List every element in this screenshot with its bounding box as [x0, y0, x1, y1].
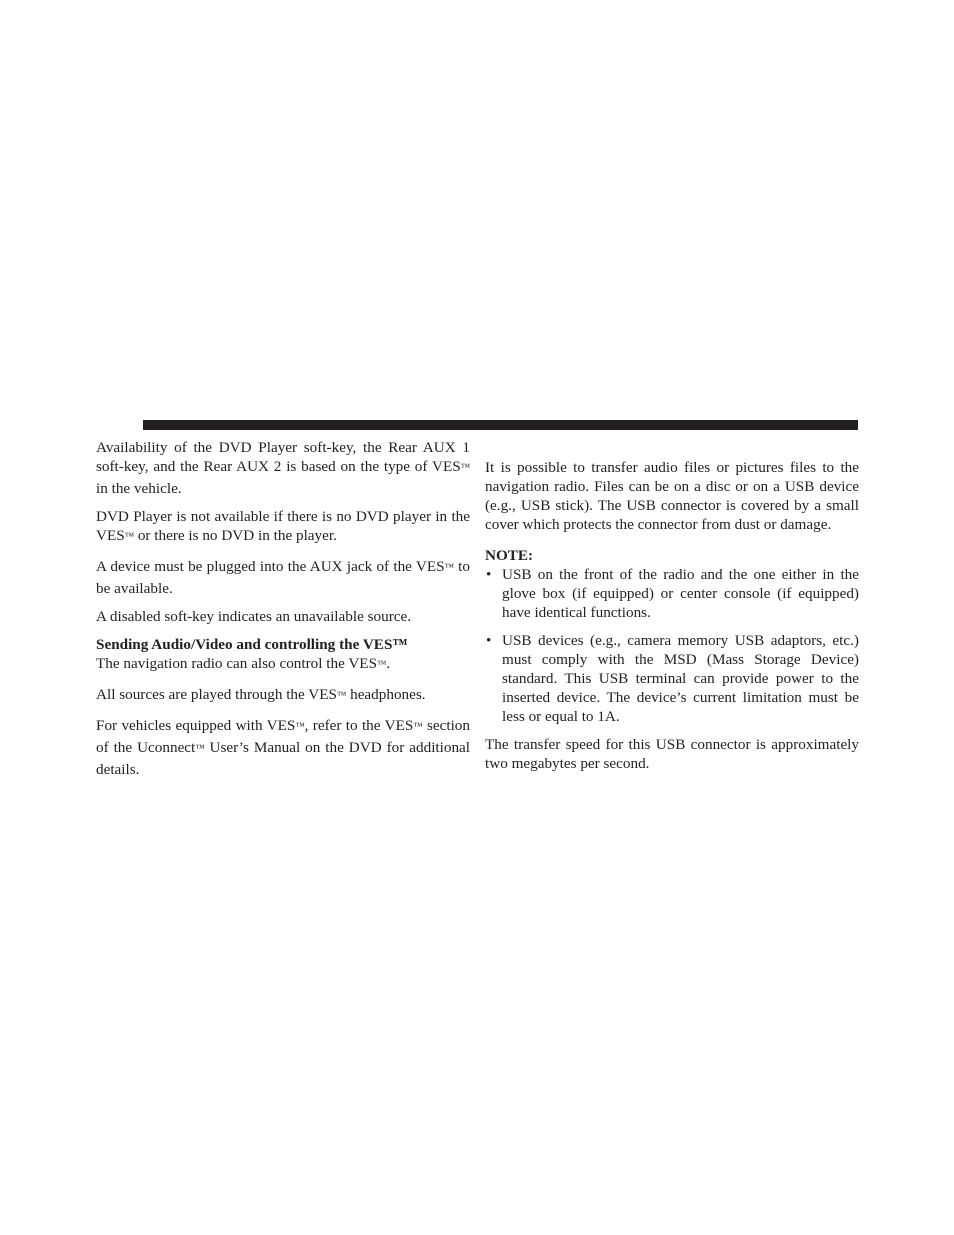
dvd-player-text-end: or there is no DVD in the player.: [134, 527, 337, 544]
availability-paragraph: [96, 438, 470, 498]
headphones-text: All sources are played through the VES: [96, 686, 337, 703]
trademark-symbol: ™: [295, 722, 305, 732]
manual-reference-text-b: , refer to the VES: [304, 717, 414, 734]
bullet-icon: •: [486, 566, 492, 583]
trademark-symbol: ™: [195, 744, 205, 754]
right-column: [485, 458, 859, 782]
availability-text-end: in the vehicle.: [96, 480, 182, 497]
headphones-paragraph: [96, 685, 470, 707]
left-column: [96, 438, 470, 788]
trademark-symbol: ™: [124, 532, 135, 542]
trademark-symbol: ™: [460, 463, 470, 473]
manual-reference-text-c: section of the Uconnect: [96, 717, 470, 756]
aux-jack-text: A device must be plugged into the AUX jack of the VES: [96, 558, 445, 575]
trademark-symbol: ™: [413, 722, 423, 732]
dvd-player-text: DVD Player is not available if there is no DVD player in the VES: [96, 508, 470, 544]
bullet-text: USB devices (e.g., camera memory USB adaptors, etc.) must comply with the MSD (Mass Storage Device) standard. This USB terminal can provide power to the inserted device. The device’s current limitation must be less or equal to 1A.: [502, 632, 859, 725]
manual-reference-text-a: For vehicles equipped with VES: [96, 717, 296, 734]
headphones-text-end: headphones.: [346, 686, 426, 703]
navigation-control-paragraph: [96, 654, 470, 676]
dvd-player-paragraph: [96, 507, 470, 548]
bullet-icon: •: [486, 632, 492, 649]
aux-jack-text-end: to be available.: [96, 558, 470, 597]
note-label: NOTE:: [485, 547, 534, 564]
file-transfer-paragraph: It is possible to transfer audio files or pictures files to the navigation radio. Files can be on a disc or on a USB device (e.g., USB stick). The USB connector is covered by a small cover which protects the connector from dust or damage.: [485, 459, 859, 533]
trademark-symbol: ™: [444, 563, 454, 573]
availability-text: Availability of the DVD Player soft-key, the Rear AUX 1 soft-key, and the Rear AUX 2 is based on the type of VES: [96, 439, 470, 475]
bullet-text: USB on the front of the radio and the one either in the glove box (if equipped) or center console (if equipped) have identical functions.: [502, 566, 859, 621]
manual-reference-text-d: User’s Manual on the DVD for additional details.: [96, 739, 470, 778]
navigation-control-text: The navigation radio can also control the VES: [96, 655, 378, 672]
section-heading: Sending Audio/Video and controlling the VES™: [96, 636, 408, 653]
transfer-speed-paragraph: The transfer speed for this USB connector is approximately two megabytes per second.: [485, 736, 859, 772]
trademark-symbol: ™: [377, 660, 387, 670]
aux-jack-paragraph: [96, 557, 470, 598]
header-rule: [143, 420, 858, 430]
manual-reference-paragraph: [96, 716, 470, 779]
note-bullet-list: [485, 565, 859, 726]
list-item: [485, 631, 859, 726]
navigation-control-text-end: .: [386, 655, 391, 672]
trademark-symbol: ™: [336, 691, 347, 701]
disabled-softkey-paragraph: A disabled soft-key indicates an unavailable source.: [96, 608, 412, 625]
list-item: [485, 565, 859, 622]
